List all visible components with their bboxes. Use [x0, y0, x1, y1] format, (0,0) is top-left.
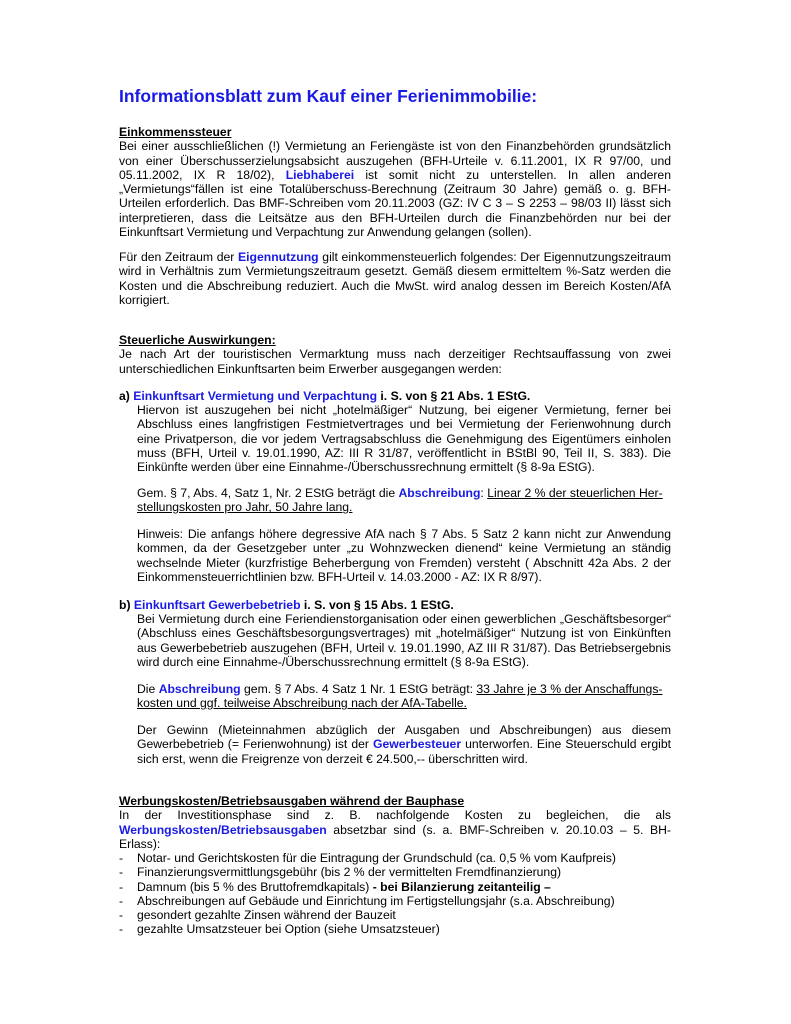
bullet-dash: - — [119, 879, 124, 894]
text-line: eine Privatperson, die vor jedem Vertragsabschluss die Genehmigung des Eigentümers einholen — [137, 431, 671, 446]
text-line: kosten und ggf. teilweise Abschreibung nach der AfA-Tabelle. — [137, 696, 467, 711]
item-a-body — [137, 403, 671, 474]
keyword-werbungskosten: Werbungskosten/Betriebsausgaben — [119, 822, 327, 837]
paragraph-eigennutzung — [119, 250, 671, 307]
keyword-eigennutzung: Eigennutzung — [238, 250, 319, 264]
text-line: Der Gewinn (Mieteinnahmen abzüglich der Ausgaben und Abschreibungen) aus diesem — [137, 723, 671, 737]
keyword-abschreibung: Abschreibung — [398, 486, 481, 500]
text-line: Für den Zeitraum der Eigennutzung gilt einkommensteuerlich folgendes: Der Eigennutzungszeitraum — [119, 250, 671, 264]
item-a-hinweis — [137, 527, 671, 584]
text-line: interpretieren, dass die Leitsätze aus den BFH-Urteilen durch die Finanzbehörden nur bei der — [119, 210, 671, 225]
text-line: wechselnde Mieter (kurzfristige Beherbergung von Fremden) versteht ( Abschnitt 42a Abs. 2 der — [137, 555, 671, 570]
text-line: Gem. § 7, Abs. 4, Satz 1, Nr. 2 EStG beträgt die Abschreibung: Linear 2 % der steuerlichen Her- — [137, 486, 663, 500]
list-item: - Finanzierungsvermittlungsgebühr (bis 2 % der vermittelten Fremdfinanzierung) — [119, 865, 562, 880]
text-line: sich erst, wenn die Freigrenze von derzeit € 24.500,-- überschritten wird. — [137, 751, 528, 766]
text-line: (Abschluss eines Geschäftsbesorgungsvertrages) mit „hotelmäßiger“ Nutzung ist von Einkünften — [137, 626, 671, 641]
item-b-heading: b) Einkunftsart Gewerbebetrieb i. S. von § 15 Abs. 1 EStG. — [119, 598, 454, 612]
text-line: Gewerbebetrieb (= Ferienwohnung) ist der Gewerbesteuer unterworfen. Eine Steuerschuld ergibt — [137, 737, 672, 752]
item-a-heading: a) Einkunftsart Vermietung und Verpachtung i. S. von § 21 Abs. 1 EStG. — [119, 389, 531, 403]
text-line: Abschluss eines langfristigen Festmietvertrages und bei Vermietung der Ferienwohnung durch — [137, 417, 671, 432]
text-line: von einer Überschusserzielungsabsicht auszugehen (BFH-Urteile v. 6.11.2001, IX R 97/00, und — [119, 153, 671, 168]
keyword-vermietung-verpachtung: Einkunftsart Vermietung und Verpachtung — [133, 389, 378, 403]
list-item: - Notar- und Gerichtskosten für die Eintragung der Grundschuld (ca. 0,5 % vom Kaufpreis) — [119, 851, 616, 865]
text-line: 05.11.2002, IX R 18/02), Liebhaberei ist somit nicht zu unterstellen. In allen anderen — [119, 167, 671, 182]
text-line: In der Investitionsphase sind z. B. nachfolgende Kosten zu begleichen, die als — [119, 808, 671, 823]
bullet-dash: - — [119, 893, 124, 908]
section-heading: Steuerliche Auswirkungen: — [119, 333, 276, 347]
bullet-dash: - — [119, 908, 124, 923]
list-item: - gezahlte Umsatzsteuer bei Option (siehe Umsatzsteuer) — [119, 922, 440, 937]
text-line: Einkünfte werden über eine Einnahme-/Überschussrechnung ermittelt (§ 8-9a EStG). — [137, 460, 595, 475]
bullet-dash: - — [119, 851, 124, 865]
text-line: Hiervon ist auszugehen bei nicht „hotelmäßiger“ Nutzung, bei eigener Vermietung, ferner bei — [137, 403, 671, 417]
text-line: muss (BFH, Urteil v. 19.01.1990, AZ: III R 31/87, veröffentlicht in BStBl 90, Teil II, S. 383). Die — [137, 445, 671, 460]
text-line: kommen, da der Gesetzgeber unter „zu Wohnzwecken dienend“ keine Vermietung an ständig — [137, 541, 671, 556]
text-line: Hinweis: Die anfangs höhere degressive AfA nach § 7 Abs. 5 Satz 2 kann nicht zur Anwendung — [137, 527, 671, 541]
item-b-abschreibung — [137, 682, 671, 711]
text-line: aus Gewerbebetrieb auszugehen (BFH, Urteil v. 19.01.1990, AZ III R 31/87). Das Betriebsergebnis — [137, 640, 671, 655]
item-label: a) — [119, 389, 130, 403]
text-line: Urteilen erforderlich. Das BMF-Schreiben vom 20.11.2003 (GZ: IV C 3 – S 2253 – 98/03 II) lässt sich — [119, 196, 671, 211]
section-heading: Werbungskosten/Betriebsausgaben während der Bauphase — [119, 794, 465, 808]
section-steuerliche-auswirkungen — [119, 333, 671, 376]
item-label: b) — [119, 598, 131, 612]
keyword-abschreibung: Abschreibung — [158, 682, 241, 696]
list-item: - Abschreibungen auf Gebäude und Einrichtung im Fertigstellungsjahr (s.a. Abschreibung) — [119, 893, 615, 908]
text-line: Kosten und die Abschreibung reduziert. Auch die MwSt. wird analog dessen im Bereich Kosten/AfA — [119, 278, 671, 293]
item-a-abschreibung — [137, 486, 671, 515]
text-line: wird in Verhältnis zum Vermietungszeitraum gesetzt. Gemäß diesem ermitteltem %-Satz werden die — [119, 264, 671, 279]
text-line: unterschiedlichen Einkunftsarten beim Erwerber ausgegangen werden: — [119, 361, 502, 376]
text-line: stellungskosten pro Jahr, 50 Jahre lang. — [137, 500, 353, 515]
text-line: Erlass): — [119, 836, 161, 851]
list-item: - Damnum (bis 5 % des Bruttofremdkapitals) - bei Bilanzierung zeitanteilig – — [119, 879, 551, 894]
bullet-dash: - — [119, 865, 124, 880]
text-line: Einkommensteuerrichtlinien bzw. BFH-Urteil v. 14.03.2000 - AZ: IX R 8/97). — [137, 569, 542, 584]
section-heading: Einkommenssteuer — [119, 125, 232, 139]
item-b-gewinn — [137, 723, 671, 766]
text-line: Einkunftsart Vermietung und Verpachtung zur Anwendung gelangen (sollen). — [119, 225, 532, 240]
text-line: Die Abschreibung gem. § 7 Abs. 4 Satz 1 Nr. 1 EStG beträgt: 33 Jahre je 3 % der Anschaffungs- — [137, 682, 663, 696]
keyword-gewerbesteuer: Gewerbesteuer — [373, 737, 462, 752]
text-line: Bei einer ausschließlichen (!) Vermietung an Feriengäste ist von den Finanzbehörden grundsätzlich — [119, 139, 671, 154]
text-line: Bei Vermietung durch eine Feriendienstorganisation oder einen gewerblichen „Geschäftsbesorger“ — [137, 612, 671, 626]
text-line: Werbungskosten/Betriebsausgaben absetzbar sind (s. a. BMF-Schreiben v. 20.10.03 – 5. BH- — [119, 822, 671, 837]
section-einkommenssteuer — [119, 125, 671, 239]
bullet-list — [119, 851, 671, 937]
item-b-body — [137, 612, 671, 669]
page-title: Informationsblatt zum Kauf einer Ferienimmobilie: — [119, 86, 538, 106]
bullet-dash: - — [119, 922, 124, 937]
section-werbungskosten — [119, 794, 671, 851]
keyword-gewerbebetrieb: Einkunftsart Gewerbebetrieb — [133, 598, 301, 612]
text-line: Je nach Art der touristischen Vermarktung muss nach derzeitiger Rechtsauffassung von zwei — [119, 347, 671, 362]
text-line: korrigiert. — [119, 292, 170, 307]
keyword-liebhaberei: Liebhaberei — [285, 167, 355, 182]
list-item: - gesondert gezahlte Zinsen während der Bauzeit — [119, 908, 396, 923]
text-line: „Vermietungs“fällen ist eine Totalüberschuss-Berechnung (Zeitraum 30 Jahre) gemäß o. g. BFH- — [119, 182, 671, 197]
text-line: wird durch eine Einnahme-/Überschussrechnung ermittelt (§ 8-9a EStG). — [137, 654, 530, 669]
